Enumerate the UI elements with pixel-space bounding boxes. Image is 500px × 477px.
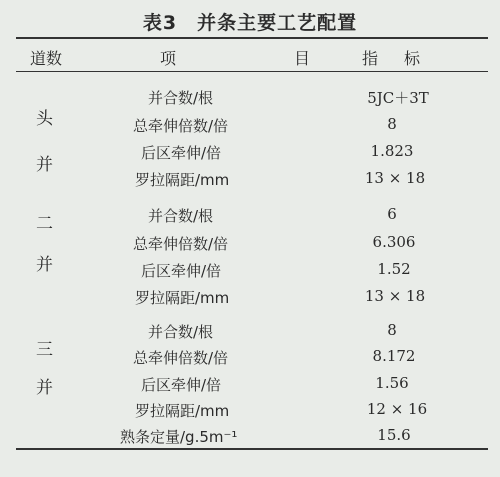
table-top-rule: [16, 37, 488, 39]
header-stage: 道数: [30, 49, 63, 68]
stage-2-row-1-value: 6: [387, 205, 397, 223]
stage-3-row-2-value: 8.172: [372, 347, 416, 365]
stage-3-row-3-value: 1.56: [375, 374, 409, 392]
stage-2-row-3-value: 1.52: [377, 260, 411, 278]
stage-2-label-bottom: 并: [36, 255, 53, 275]
stage-2-row-2-value: 6.306: [372, 233, 416, 251]
sliver-weight-item: 熟条定量/g.5m⁻¹: [120, 428, 238, 446]
stage-1-row-3-item: 后区牵伸/倍: [141, 144, 222, 162]
stage-2-row-4-item: 罗拉隔距/mm: [135, 289, 230, 307]
stage-1-row-4-item: 罗拉隔距/mm: [135, 171, 230, 189]
stage-2-row-1-item: 并合数/根: [148, 207, 214, 225]
stage-2-label-top: 二: [36, 214, 53, 234]
stage-3-row-2-item: 总牵伸倍数/倍: [133, 349, 229, 367]
header-value: [362, 46, 420, 69]
header-item-char-2: 目: [293, 49, 310, 68]
stage-1-row-1-value: 5JC＋3T: [367, 89, 429, 107]
stage-2-row-4-value: 13 × 18: [364, 287, 426, 305]
table-bottom-rule: [16, 448, 488, 450]
stage-1-row-2-item: 总牵伸倍数/倍: [133, 117, 229, 135]
stage-2-row-3-item: 后区牵伸/倍: [141, 262, 222, 280]
stage-2-row-2-item: 总牵伸倍数/倍: [133, 235, 229, 253]
stage-3-row-4-value: 12 × 16: [366, 400, 428, 418]
table-title: 表3 并条主要工艺配置: [142, 12, 358, 34]
stage-3-label-bottom: 并: [36, 378, 53, 398]
stage-1-row-3-value: 1.823: [370, 142, 414, 160]
stage-1-label-bottom: 并: [36, 155, 53, 175]
stage-3-row-3-item: 后区牵伸/倍: [141, 376, 222, 394]
stage-3-row-4-item: 罗拉隔距/mm: [135, 402, 230, 420]
sliver-weight-value: 15.6: [377, 426, 411, 444]
stage-1-row-1-item: 并合数/根: [148, 89, 214, 107]
stage-3-row-1-value: 8: [387, 321, 397, 339]
stage-1-row-4-value: 13 × 18: [364, 169, 426, 187]
stage-3-label-top: 三: [36, 340, 53, 360]
stage-3-row-1-item: 并合数/根: [148, 323, 214, 341]
header-value-char-1: 指: [362, 49, 379, 68]
table-header-rule: [16, 71, 488, 72]
header-item: [160, 46, 310, 69]
header-item-char-1: 项: [160, 49, 177, 68]
header-value-char-2: 标: [403, 49, 420, 68]
stage-1-label-top: 头: [36, 109, 53, 129]
stage-1-row-2-value: 8: [387, 115, 397, 133]
